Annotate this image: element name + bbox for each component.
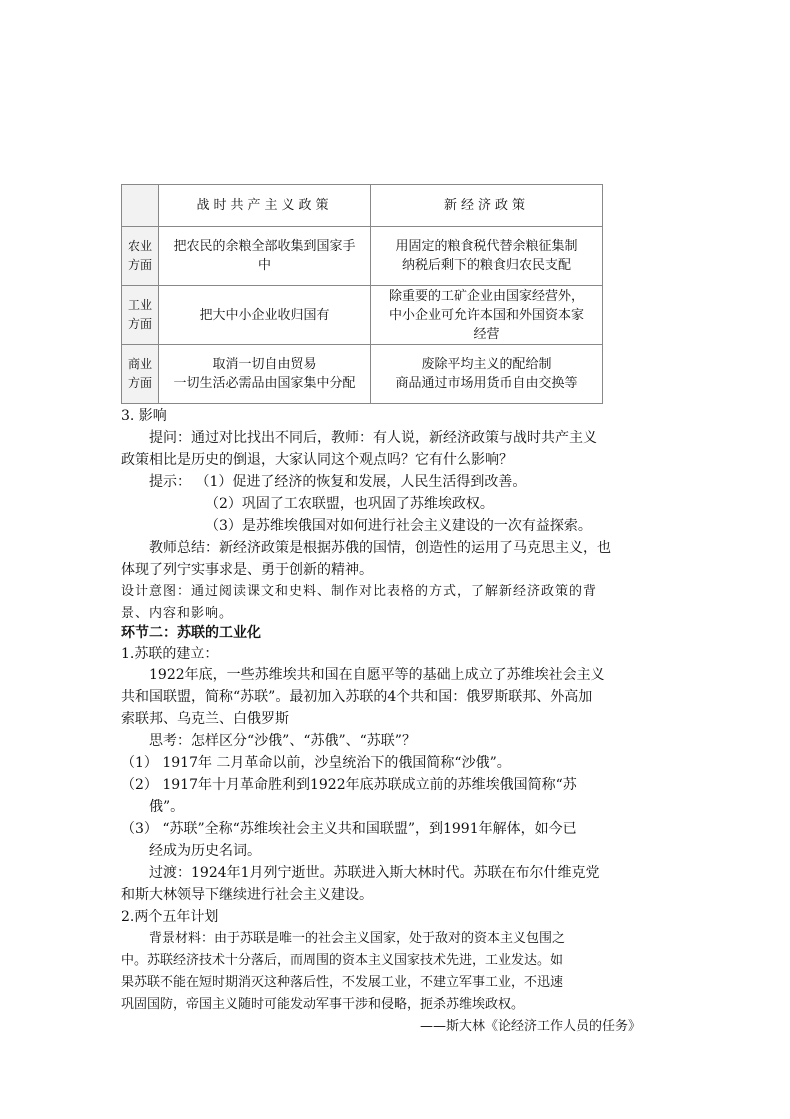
cell-nep-industry: 除重要的工矿企业由国家经营外， 中小企业可允许本国和外国资本家 经营 xyxy=(371,286,603,345)
hint-line: 提示： （1）促进了经济的恢复和发展，人民生活得到改善。 xyxy=(149,474,527,490)
list-item: （1） 1917年 二月革命以前，沙皇统治下的俄国简称“沙俄”。 xyxy=(121,755,511,771)
paragraph-line: 1922年底，一些苏维埃共和国在自愿平等的基础上成立了苏维埃社会主义 xyxy=(149,667,605,683)
transition-line: 过渡：1924年1月列宁逝世。苏联进入斯大林时代。苏联在布尔什维克党 xyxy=(149,865,600,881)
table-header-row xyxy=(122,185,603,227)
header-nep: 新经济政策 xyxy=(371,185,603,227)
hint-line: （3）是苏维埃俄国对如何进行社会主义建设的一次有益探索。 xyxy=(205,518,592,534)
summary-line: 教师总结：新经济政策是根据苏俄的国情，创造性的运用了马克思主义，也 xyxy=(149,540,611,556)
paragraph-line: 共和国联盟，简称“苏联”。最初加入苏联的4个共和国：俄罗斯联邦、外高加 xyxy=(121,689,593,705)
row-label-commerce: 商业 方面 xyxy=(122,345,159,404)
cell-war-agriculture: 把农民的余粮全部收集到国家手 中 xyxy=(159,227,371,286)
design-intent-line: 景、内容和影响。 xyxy=(121,606,234,621)
header-empty-cell xyxy=(122,185,159,227)
hint-line: （2）巩固了工农联盟，也巩固了苏维埃政权。 xyxy=(205,496,494,512)
list-item: （2） 1917年十月革命胜利到1922年底苏联成立前的苏维埃俄国简称“苏 xyxy=(121,777,577,793)
section-heading: 3. 影响 xyxy=(121,408,167,424)
cell-nep-commerce: 废除平均主义的配给制 商品通过市场用货币自由交换等 xyxy=(371,345,603,404)
background-line: 果苏联不能在短时期消灭这种落后性，不发展工业，不建立军事工业，不迅速 xyxy=(121,975,564,990)
link-heading: 环节二：苏联的工业化 xyxy=(121,625,261,641)
cell-war-commerce: 取消一切自由贸易 一切生活必需品由国家集中分配 xyxy=(159,345,371,404)
row-label-agriculture: 农业 方面 xyxy=(122,227,159,286)
question-line: 政策相比是历史的倒退，大家认同这个观点吗？它有什么影响？ xyxy=(121,452,513,468)
think-line: 思考：怎样区分“沙俄”、“苏俄”、“苏联”？ xyxy=(149,733,416,749)
paragraph-line: 索联邦、乌克兰、白俄罗斯 xyxy=(121,711,289,727)
design-intent-line: 设计意图：通过阅读课文和史料、制作对比表格的方式，了解新经济政策的背 xyxy=(121,584,598,599)
table-row xyxy=(122,286,603,345)
summary-line: 体现了列宁实事求是、勇于创新的精神。 xyxy=(121,562,373,578)
question-line: 提问：通过对比找出不同后，教师：有人说，新经济政策与战时共产主义 xyxy=(149,430,597,446)
source-citation: ——斯大林《论经济工作人员的任务》 xyxy=(419,1019,641,1034)
background-line: 背景材料：由于苏联是唯一的社会主义国家，处于敌对的资本主义包围之 xyxy=(149,931,566,946)
subsection-heading: 1.苏联的建立： xyxy=(121,646,219,662)
cell-war-industry: 把大中小企业收归国有 xyxy=(159,286,371,345)
background-line: 巩固国防，帝国主义随时可能发动军事干涉和侵略，扼杀苏维埃政权。 xyxy=(121,997,525,1012)
list-item: 俄”。 xyxy=(149,799,185,815)
list-item: （3） “苏联”全称“苏维埃社会主义共和国联盟”，到1991年解体，如今已 xyxy=(121,821,577,837)
table-row xyxy=(122,345,603,404)
row-label-industry: 工业 方面 xyxy=(122,286,159,345)
background-line: 中。苏联经济技术十分落后，而周围的资本主义国家技术先进，工业发达。如 xyxy=(121,953,564,968)
cell-nep-agriculture: 用固定的粮食税代替余粮征集制 纳税后剩下的粮食归农民支配 xyxy=(371,227,603,286)
transition-line: 和斯大林领导下继续进行社会主义建设。 xyxy=(121,887,373,903)
subsection-heading: 2.两个五年计划 xyxy=(121,909,219,925)
table-row xyxy=(122,227,603,286)
comparison-table xyxy=(121,184,603,404)
list-item: 经成为历史名词。 xyxy=(149,843,261,859)
header-war-communism: 战时共产主义政策 xyxy=(159,185,371,227)
